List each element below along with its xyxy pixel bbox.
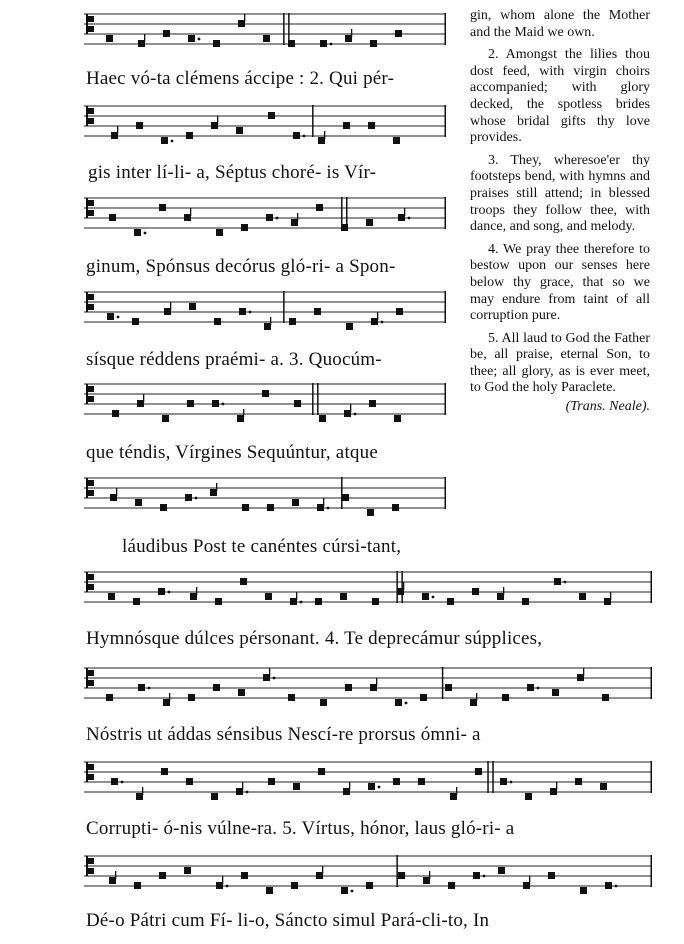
lyric-line-1: Haec vó-ta clémens áccipe : 2. Qui pér- xyxy=(86,68,395,89)
translation-stanza-5: 5. All laud to God the Father be, all praise, eternal Son, to thee; all glory, as is ever meet, to God the holy Paraclete. xyxy=(470,330,650,396)
lyric-line-9: Corrupti- ó-nis vúlne-ra. 5. Vírtus, hónor, laus gló-ri- a xyxy=(86,818,515,839)
translation-credit: (Trans. Neale). xyxy=(565,399,650,415)
translation-stanza-2: 2. Amongst the lilies thou dost feed, with virgin choirs accompanied; with glory decked, the spotless brides whose bridal gifts thy love provides. xyxy=(470,47,650,146)
translation-continuation: gin, whom alone the Mother and the Maid we own. xyxy=(470,8,650,40)
chant-staff-10 xyxy=(84,850,652,898)
chant-staff-4 xyxy=(84,286,446,334)
lyric-line-7: Hymnósque dúlces pérsonant. 4. Te deprecámur súpplices, xyxy=(86,628,543,649)
lyric-line-2: gis inter lí-li- a, Séptus choré- is Vír- xyxy=(88,162,377,183)
chant-staff-1 xyxy=(84,8,446,56)
translation-stanza-3: 3. They, wheresoe'er thy footsteps bend, with hymns and praises still attend; in blessed troops they follow thee, with dance, and song, and melody. xyxy=(470,152,650,235)
translation-column xyxy=(470,8,650,422)
translation-stanza-4: 4. We pray thee therefore to bestow upon our senses here below thy grace, that so we may endure from taint of all corruption pure. xyxy=(470,241,650,324)
chant-staff-9 xyxy=(84,756,652,804)
chant-staff-5 xyxy=(84,378,446,426)
chant-staff-8 xyxy=(84,662,652,710)
chant-staff-7 xyxy=(84,566,652,614)
lyric-line-6: láudibus Post te canéntes cúrsi-tant, xyxy=(122,536,402,557)
lyric-line-10: Dé-o Pátri cum Fí- li-o, Sáncto simul Pará-cli-to, In xyxy=(86,910,490,931)
lyric-line-8: Nóstris ut áddas sénsibus Nescí-re prorsus ómni- a xyxy=(86,724,481,745)
lyric-line-5: que téndis, Vírgines Sequúntur, atque xyxy=(86,442,378,463)
lyric-line-4: sísque réddens praémi- a. 3. Quocúm- xyxy=(86,349,382,370)
lyric-line-3: ginum, Spónsus decórus gló-ri- a Spon- xyxy=(86,256,396,277)
chant-staff-6 xyxy=(84,472,446,520)
chant-staff-2 xyxy=(84,100,446,148)
chant-staff-3 xyxy=(84,192,446,240)
